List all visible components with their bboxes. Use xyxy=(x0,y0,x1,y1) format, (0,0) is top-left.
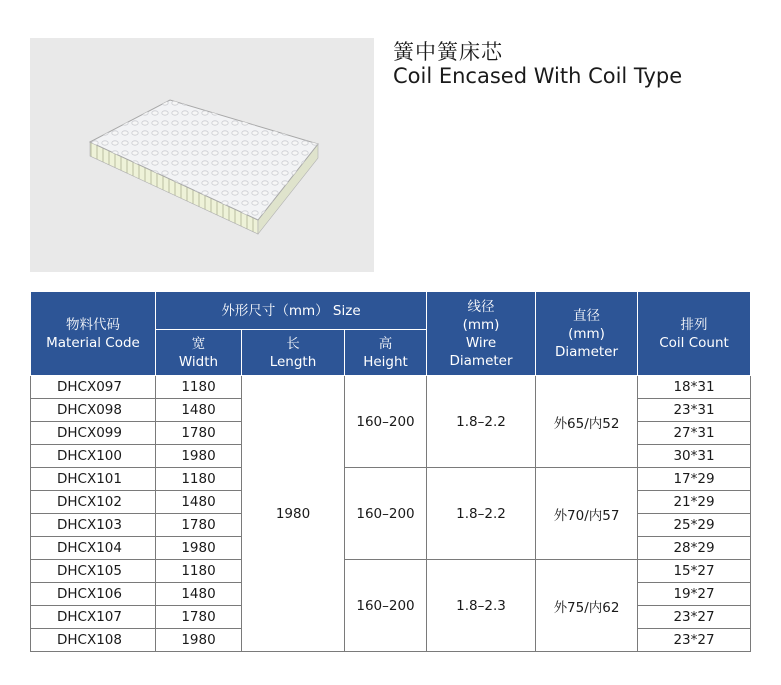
diameter-value: 外65/内52 xyxy=(536,376,638,468)
product-image xyxy=(30,38,374,272)
width-value: 1180 xyxy=(156,560,242,583)
width-value: 1480 xyxy=(156,583,242,606)
length-value: 1980 xyxy=(242,376,345,652)
width-value: 1980 xyxy=(156,537,242,560)
material-code: DHCX105 xyxy=(31,560,156,583)
spec-table xyxy=(30,291,751,652)
coil-count-value: 27*31 xyxy=(638,422,751,445)
header-diameter: 直径 (mm) Diameter xyxy=(536,292,638,376)
material-code: DHCX108 xyxy=(31,629,156,652)
header-length: 长 Length xyxy=(242,330,345,376)
width-value: 1780 xyxy=(156,514,242,537)
coil-count-value: 28*29 xyxy=(638,537,751,560)
width-value: 1980 xyxy=(156,629,242,652)
coil-count-value: 23*27 xyxy=(638,629,751,652)
material-code: DHCX103 xyxy=(31,514,156,537)
material-code: DHCX106 xyxy=(31,583,156,606)
table-row xyxy=(31,560,751,583)
material-code: DHCX100 xyxy=(31,445,156,468)
coil-count-value: 17*29 xyxy=(638,468,751,491)
height-value: 160–200 xyxy=(345,560,427,652)
product-title-en: Coil Encased With Coil Type xyxy=(393,64,683,88)
width-value: 1180 xyxy=(156,468,242,491)
diameter-value: 外75/内62 xyxy=(536,560,638,652)
material-code: DHCX099 xyxy=(31,422,156,445)
header-row-1 xyxy=(31,292,751,330)
mattress-core-illustration xyxy=(30,38,374,272)
height-value: 160–200 xyxy=(345,376,427,468)
width-value: 1780 xyxy=(156,422,242,445)
width-value: 1480 xyxy=(156,399,242,422)
coil-count-value: 18*31 xyxy=(638,376,751,399)
wire-diameter-value: 1.8–2.3 xyxy=(427,560,536,652)
coil-count-value: 21*29 xyxy=(638,491,751,514)
width-value: 1980 xyxy=(156,445,242,468)
diameter-value: 外70/内57 xyxy=(536,468,638,560)
header-height: 高 Height xyxy=(345,330,427,376)
width-value: 1480 xyxy=(156,491,242,514)
material-code: DHCX098 xyxy=(31,399,156,422)
table-row xyxy=(31,468,751,491)
header-material-code: 物料代码 Material Code xyxy=(31,292,156,376)
coil-count-value: 15*27 xyxy=(638,560,751,583)
material-code: DHCX104 xyxy=(31,537,156,560)
header-coil-count: 排列 Coil Count xyxy=(638,292,751,376)
width-value: 1180 xyxy=(156,376,242,399)
material-code: DHCX097 xyxy=(31,376,156,399)
product-title-cn: 簧中簧床芯 xyxy=(393,40,503,64)
material-code: DHCX102 xyxy=(31,491,156,514)
wire-diameter-value: 1.8–2.2 xyxy=(427,468,536,560)
coil-count-value: 19*27 xyxy=(638,583,751,606)
coil-count-value: 23*27 xyxy=(638,606,751,629)
material-code: DHCX101 xyxy=(31,468,156,491)
wire-diameter-value: 1.8–2.2 xyxy=(427,376,536,468)
material-code: DHCX107 xyxy=(31,606,156,629)
header-width: 宽 Width xyxy=(156,330,242,376)
coil-count-value: 25*29 xyxy=(638,514,751,537)
coil-count-value: 23*31 xyxy=(638,399,751,422)
width-value: 1780 xyxy=(156,606,242,629)
table-row xyxy=(31,376,751,399)
header-wire-diameter: 线径 (mm) Wire Diameter xyxy=(427,292,536,376)
coil-count-value: 30*31 xyxy=(638,445,751,468)
height-value: 160–200 xyxy=(345,468,427,560)
header-size-group: 外形尺寸（mm） Size xyxy=(156,292,427,330)
